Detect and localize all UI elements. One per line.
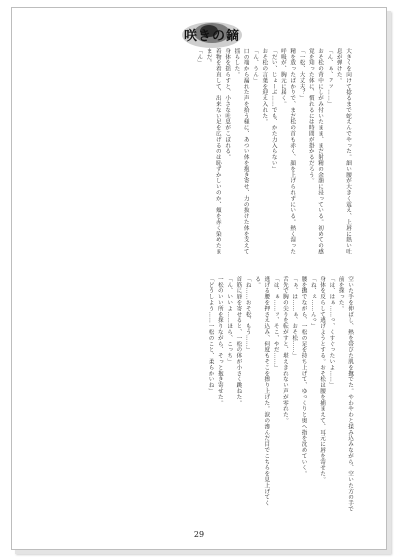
paragraph: 「ね、ぇ……んっ」	[309, 276, 316, 330]
paragraph: 「ん」	[196, 48, 203, 66]
paragraph: 身体を反らして逃げようとする。おそ松は腰を捕まえて、耳元に唇を寄せた。	[319, 276, 326, 483]
paragraph: おそ松の背中にしがみ付いたまま、まだ射精の余韻に浸っている。初めての感覚を知った体に、慣れるには時間が掛かるだろう。	[307, 48, 324, 255]
paragraph: 舌先で胸の尖りを転がすと、堪えきれない声が零れた。	[281, 276, 288, 424]
paragraph: 大きくを向けて捻るまで蛇えんでやった。細い腰が大きく震え、上唇に熱い吐息が弾けた。	[335, 48, 351, 255]
paragraph: 身体を揺らすと、小さな吐息がこぼれる。	[224, 48, 231, 161]
paragraph: 首筋に唇を寄せると、一松の体が小さく跳ねた。	[235, 276, 242, 406]
paragraph: 一松のいい所を探りながら、そっと抱き寄せた。	[216, 276, 223, 406]
paragraph: 「ね……おそ松、もう……」	[244, 276, 251, 353]
paragraph: 「ぁ、は……ぁ、おそ松……」	[291, 276, 298, 359]
chapter-title-area	[172, 18, 252, 52]
paragraph: 腰を撫でながら、一松の足を持ち上げて、ゆっくりと奥へ指を沈めていく。	[300, 276, 307, 477]
paragraph: 着物を着直して、出来ない足を広げるのは恥ずかしいのか、頬を赤く染めたままだ。	[205, 48, 221, 255]
page-number: 29	[193, 530, 205, 539]
paragraph: 「一松、大丈夫？」	[298, 48, 305, 102]
paragraph: 「は、ぁ……ッ、そこ、やだ……」	[272, 276, 279, 371]
paragraph: 空いた手を伸ばし、熱を帯びた肌を撫でた。やわやわと揉み込みながら、空いた方の手で前を探った。	[337, 276, 353, 512]
chapter-title: 咲きの鏑	[183, 29, 240, 44]
book-page	[11, 7, 387, 550]
paragraph: 「ん、いいよ……ほら、こっち」	[226, 276, 233, 365]
paragraph: 「は、はぁ……っ、くすぐったいよ……」	[328, 276, 335, 389]
paragraph: 「ん、ぁ、ァッ……」	[326, 48, 333, 107]
paragraph: 「だい、じょーぶ……でも、かた力入らない」	[270, 48, 277, 172]
lower-text-block	[44, 276, 354, 514]
paragraph: 「ん、うん」	[252, 48, 259, 84]
paragraph: 逃げる腰を押さえ込み、何度もそこを擦り上げた。涙の滲んだ目でこちらを見上げてくる。	[254, 276, 270, 507]
upper-text-block	[52, 48, 352, 258]
paragraph: おそ松の言葉を迎え入れた。	[261, 48, 268, 125]
paragraph: 「どうしよう……一松のこと、柔らかいね」	[207, 276, 214, 394]
paragraph: 口の端から漏れた声を拾う様に、あつい体を抱き寄せ、力の抜けた体を支えて揺らした。	[233, 48, 249, 255]
paragraph: 精を放ったばかりで、まだ松の首も赤く、顔を上げられずにいる。熱く湿った呼吸が、胸元に届く。	[279, 48, 296, 255]
